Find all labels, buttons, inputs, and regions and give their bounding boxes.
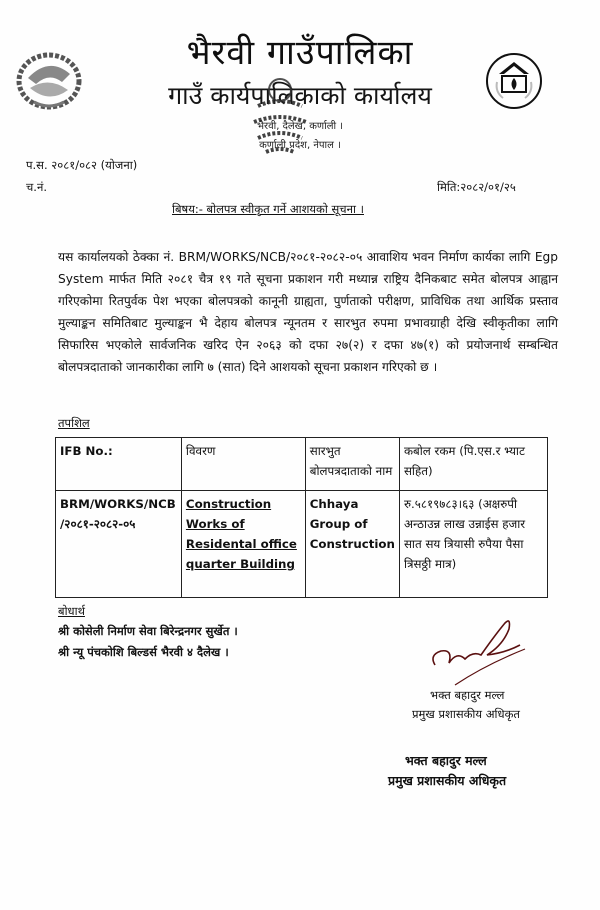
header-bidder: सारभुत बोलपत्रदाताको नाम (305, 438, 399, 491)
cc-item: श्री न्यू पंचकोशि बिल्डर्स भैरवी ४ दैलेख । (58, 645, 229, 659)
cell-bidder: Chhaya Group of Construction (305, 491, 399, 598)
stamp-designation: प्रमुख प्रशासकीय अधिकृत (388, 773, 507, 788)
header-description: विवरण (181, 438, 305, 491)
address-line-2: कर्णाली प्रदेश, नेपाल । (259, 140, 341, 151)
subject-line: बिषय:- बोलपत्र स्वीकृत गर्ने आशयको सूचना । (172, 202, 364, 216)
office-title: भैरवी गाउँपालिका (186, 33, 414, 73)
cell-ifb: BRM/WORKS/NCB /२०८१-२०८२-०५ (56, 491, 182, 598)
cell-amount: रु.५८१९७८३।६३ (अक्षरुपी अन्ठाउन्न लाख उन्नाईस हजार सात सय त्रियासी रुपैया पैसा त्रिसठ्ठी मात्र) (399, 491, 547, 598)
stamp-name: भक्त बहादुर मल्ल (405, 753, 487, 768)
reference-number: प.स. २०८१/०८२ (योजना) (26, 158, 138, 172)
table-header-row (56, 438, 548, 491)
cell-description: Construction Works of Residental office quarter Building (181, 491, 305, 598)
office-subtitle: गाउँ कार्यपालिकाको कार्यालय (168, 81, 432, 110)
details-label: तपशिल (58, 416, 90, 430)
bid-table (55, 437, 548, 598)
table-row (56, 491, 548, 598)
signatory-designation: प्रमुख प्रशासकीय अधिकृत (412, 707, 520, 721)
header-amount: कबोल रकम (पि.एस.र भ्याट सहित) (399, 438, 547, 491)
cc-item: श्री कोसेली निर्माण सेवा बिरेन्द्रनगर सुर्खेत । (58, 624, 238, 638)
header-ifb: IFB No.: (56, 438, 182, 491)
dispatch-number: च.नं. (26, 180, 47, 194)
issue-date: मिति:२०८२/०१/२५ (437, 180, 516, 194)
signature-icon (425, 615, 535, 694)
address-line-1: भैरवी, दैलेख, कर्णाली । (256, 121, 344, 132)
signatory-name: भक्त बहादुर मल्ल (430, 688, 505, 702)
notice-body: यस कार्यालयको ठेक्का नं. BRM/WORKS/NCB/२०८१-२०८२-०५ आवाशिय भवन निर्माण कार्यका लागि Egp System मार्फत मिति २०८१ चैत्र १९ गते सूचना प्रकाशन गरी मध्यान्न राष्ट्रिय दैनिकबाट समेत बोलपत्र आह्वान गरिएकोमा रितपुर्वक पेश भएका बोलपत्रको कानूनी ग्राह्यता, पुर्णताको परीक्षण, प्राविधिक तथा आर्थिक प्रस्ताव मुल्याङ्कन समितिबाट मुल्याङ्कन भै देहाय बोलपत्र न्यूनतम र सारभुत रुपमा प्रभावग्राही देखि स्वीकृतीका लागि सिफारिस भएकोले सार्वजनिक खरिद ऐन २०६३ को दफा २७(२) र दफा ४७(१) को प्रयोजनार्थ सम्बन्धित बोलपत्रदाताको जानकारीका लागि ७ (सात) दिने आशयको सूचना प्रकाशन गरिएको छ । (58, 250, 558, 374)
cc-label: बोधार्थ (58, 604, 85, 618)
